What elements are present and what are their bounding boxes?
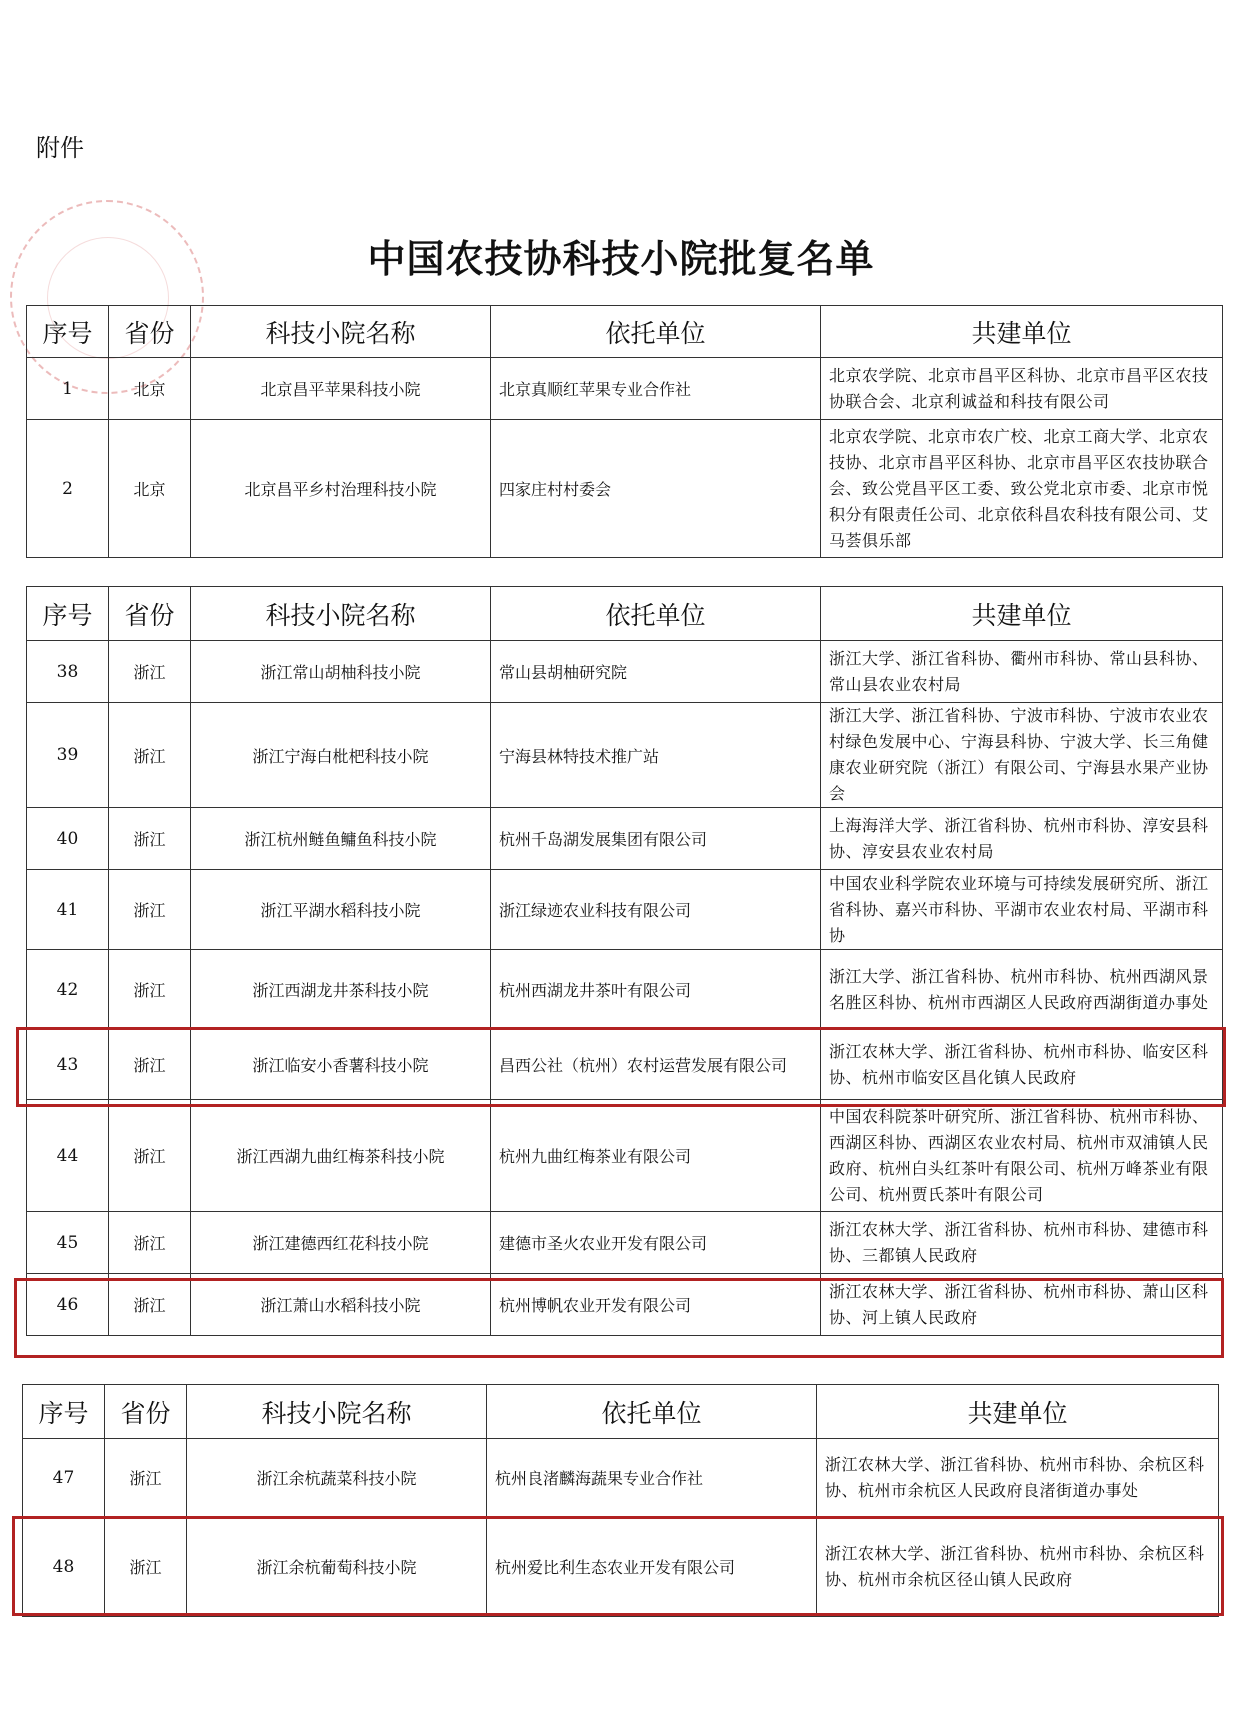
row-number: 45 — [27, 1212, 109, 1274]
row-partner-units: 浙江农林大学、浙江省科协、杭州市科协、萧山区科协、河上镇人民政府 — [821, 1274, 1223, 1336]
header-station-name: 科技小院名称 — [187, 1385, 487, 1439]
highlight-row-46 — [14, 1278, 1224, 1358]
row-partner-units: 浙江农林大学、浙江省科协、杭州市科协、建德市科协、三都镇人民政府 — [821, 1212, 1223, 1274]
document-title: 中国农技协科技小院批复名单 — [367, 237, 875, 281]
row-station-name: 浙江萧山水稻科技小院 — [191, 1274, 491, 1336]
header-partner-units: 共建单位 — [821, 587, 1223, 641]
row-number: 46 — [27, 1274, 109, 1336]
row-station-name: 浙江余杭蔬菜科技小院 — [187, 1439, 487, 1517]
table-row — [27, 1100, 1223, 1212]
row-number: 40 — [27, 808, 109, 870]
header-province: 省份 — [109, 306, 191, 358]
header-province: 省份 — [105, 1385, 187, 1439]
row-station-name: 浙江平湖水稻科技小院 — [191, 870, 491, 950]
row-province: 浙江 — [109, 703, 191, 808]
row-station-name: 浙江临安小香薯科技小院 — [191, 1030, 491, 1100]
table-row — [27, 1212, 1223, 1274]
header-partner-units: 共建单位 — [821, 306, 1223, 358]
row-number: 44 — [27, 1100, 109, 1212]
row-host-unit: 杭州良渚麟海蔬果专业合作社 — [487, 1439, 817, 1517]
row-province: 浙江 — [109, 1212, 191, 1274]
row-station-name: 北京昌平苹果科技小院 — [191, 358, 491, 420]
header-host-unit: 依托单位 — [487, 1385, 817, 1439]
row-station-name: 北京昌平乡村治理科技小院 — [191, 420, 491, 558]
row-host-unit: 昌西公社（杭州）农村运营发展有限公司 — [491, 1030, 821, 1100]
approval-table-segment-2 — [26, 586, 1223, 1336]
table-row — [27, 808, 1223, 870]
header-host-unit: 依托单位 — [491, 587, 821, 641]
header-no: 序号 — [27, 587, 109, 641]
row-host-unit: 杭州西湖龙井茶叶有限公司 — [491, 950, 821, 1030]
row-province: 浙江 — [109, 870, 191, 950]
row-host-unit: 杭州千岛湖发展集团有限公司 — [491, 808, 821, 870]
row-province: 浙江 — [109, 1274, 191, 1336]
row-host-unit: 建德市圣火农业开发有限公司 — [491, 1212, 821, 1274]
table-row — [23, 1439, 1219, 1517]
row-partner-units: 浙江农林大学、浙江省科协、杭州市科协、余杭区科协、杭州市余杭区径山镇人民政府 — [817, 1517, 1219, 1617]
row-station-name: 浙江西湖九曲红梅茶科技小院 — [191, 1100, 491, 1212]
row-province: 北京 — [109, 420, 191, 558]
row-host-unit: 杭州博帆农业开发有限公司 — [491, 1274, 821, 1336]
row-partner-units: 北京农学院、北京市昌平区科协、北京市昌平区农技协联合会、北京利诚益和科技有限公司 — [821, 358, 1223, 420]
row-province: 浙江 — [109, 1100, 191, 1212]
row-partner-units: 上海海洋大学、浙江省科协、杭州市科协、淳安县科协、淳安县农业农村局 — [821, 808, 1223, 870]
row-province: 浙江 — [109, 950, 191, 1030]
row-number: 2 — [27, 420, 109, 558]
table-row — [27, 703, 1223, 808]
row-host-unit: 宁海县林特技术推广站 — [491, 703, 821, 808]
row-partner-units: 中国农科院茶叶研究所、浙江省科协、杭州市科协、西湖区科协、西湖区农业农村局、杭州市双浦镇人民政府、杭州白头红茶叶有限公司、杭州万峰茶业有限公司、杭州贾氏茶叶有限公司 — [821, 1100, 1223, 1212]
row-partner-units: 浙江大学、浙江省科协、宁波市科协、宁波市农业农村绿色发展中心、宁海县科协、宁波大学、长三角健康农业研究院（浙江）有限公司、宁海县水果产业协会 — [821, 703, 1223, 808]
row-number: 42 — [27, 950, 109, 1030]
table-row — [27, 870, 1223, 950]
row-province: 浙江 — [109, 808, 191, 870]
highlight-row-43 — [16, 1027, 1226, 1107]
row-host-unit: 杭州九曲红梅茶业有限公司 — [491, 1100, 821, 1212]
row-number: 41 — [27, 870, 109, 950]
row-station-name: 浙江西湖龙井茶科技小院 — [191, 950, 491, 1030]
row-province: 北京 — [109, 358, 191, 420]
row-number: 47 — [23, 1439, 105, 1517]
row-host-unit: 北京真顺红苹果专业合作社 — [491, 358, 821, 420]
row-partner-units: 浙江大学、浙江省科协、衢州市科协、常山县科协、常山县农业农村局 — [821, 641, 1223, 703]
table-header-row — [27, 306, 1223, 358]
header-province: 省份 — [109, 587, 191, 641]
table-header-row — [27, 587, 1223, 641]
row-number: 38 — [27, 641, 109, 703]
row-host-unit: 常山县胡柚研究院 — [491, 641, 821, 703]
table-header-row — [23, 1385, 1219, 1439]
row-partner-units: 中国农业科学院农业环境与可持续发展研究所、浙江省科协、嘉兴市科协、平湖市农业农村局、平湖市科协 — [821, 870, 1223, 950]
header-host-unit: 依托单位 — [491, 306, 821, 358]
row-partner-units: 浙江大学、浙江省科协、杭州市科协、杭州西湖风景名胜区科协、杭州市西湖区人民政府西湖街道办事处 — [821, 950, 1223, 1030]
row-province: 浙江 — [109, 641, 191, 703]
row-host-unit: 杭州爱比利生态农业开发有限公司 — [487, 1517, 817, 1617]
row-number: 39 — [27, 703, 109, 808]
row-number: 48 — [23, 1517, 105, 1617]
row-number: 1 — [27, 358, 109, 420]
header-no: 序号 — [27, 306, 109, 358]
highlight-row-48 — [12, 1516, 1224, 1616]
row-station-name: 浙江宁海白枇杷科技小院 — [191, 703, 491, 808]
row-station-name: 浙江杭州鲢鱼鳙鱼科技小院 — [191, 808, 491, 870]
attachment-label: 附件 — [36, 134, 84, 162]
header-station-name: 科技小院名称 — [191, 587, 491, 641]
header-station-name: 科技小院名称 — [191, 306, 491, 358]
row-province: 浙江 — [105, 1439, 187, 1517]
row-number: 43 — [27, 1030, 109, 1100]
table-row — [27, 420, 1223, 558]
row-station-name: 浙江常山胡柚科技小院 — [191, 641, 491, 703]
table-row — [27, 641, 1223, 703]
row-province: 浙江 — [105, 1517, 187, 1617]
approval-table-segment-1 — [26, 305, 1223, 558]
row-partner-units: 浙江农林大学、浙江省科协、杭州市科协、临安区科协、杭州市临安区昌化镇人民政府 — [821, 1030, 1223, 1100]
table-row — [27, 950, 1223, 1030]
row-partner-units: 浙江农林大学、浙江省科协、杭州市科协、余杭区科协、杭州市余杭区人民政府良渚街道办事处 — [817, 1439, 1219, 1517]
row-partner-units: 北京农学院、北京市农广校、北京工商大学、北京农技协、北京市昌平区科协、北京市昌平区农技协联合会、致公党昌平区工委、致公党北京市委、北京市悦积分有限责任公司、北京依科昌农科技有限公司、艾马荟俱乐部 — [821, 420, 1223, 558]
row-host-unit: 四家庄村村委会 — [491, 420, 821, 558]
row-station-name: 浙江余杭葡萄科技小院 — [187, 1517, 487, 1617]
row-host-unit: 浙江绿迹农业科技有限公司 — [491, 870, 821, 950]
header-no: 序号 — [23, 1385, 105, 1439]
table-row — [27, 358, 1223, 420]
header-partner-units: 共建单位 — [817, 1385, 1219, 1439]
row-province: 浙江 — [109, 1030, 191, 1100]
row-station-name: 浙江建德西红花科技小院 — [191, 1212, 491, 1274]
